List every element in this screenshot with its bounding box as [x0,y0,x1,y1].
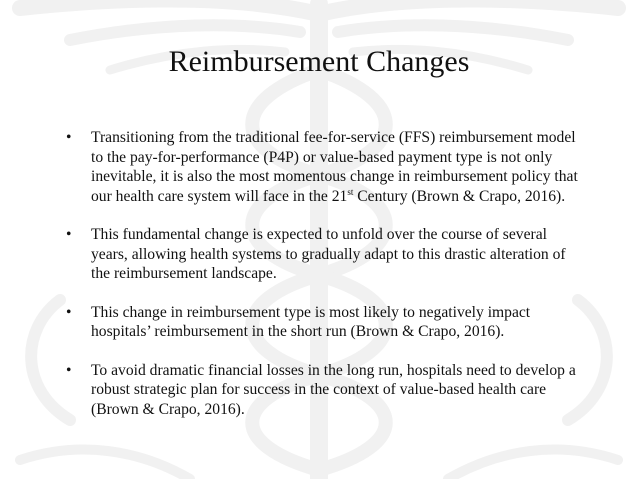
ordinal-superscript: st [347,186,354,197]
bullet-marker: • [66,129,72,146]
bullet-text: This change in reimbursement type is most likely to negatively impact hospitals’ reimbursement in the short run (Brown & Crapo, 2016). [91,303,531,340]
bullet-text: To avoid dramatic financial losses in the long run, hospitals need to develop a robust strategic plan for success in the context of value-based health care (Brown & Crapo, 2016). [91,361,576,418]
bullet-text: This fundamental change is expected to unfold over the course of several years, allowing health systems to gradually adapt to this drastic alteration of the reimbursement landscape. [91,226,566,282]
bullet-text: Transitioning from the traditional fee-for-service (FFS) reimbursement model to the pay-for-performance (P4P) or value-based payment type is not only inevitable, it is also the most momentous change in reimbursement policy that our health care system will face in the 21 [91,129,578,205]
bullet-list [66,128,586,438]
bullet-item [66,225,586,284]
bullet-marker: • [66,361,72,379]
slide-title: Reimbursement Changes [168,45,470,78]
bullet-marker: • [66,303,72,321]
bullet-item [66,128,586,206]
bullet-marker: • [66,226,72,243]
bullet-text-continued: Century (Brown & Crapo, 2016). [353,187,566,205]
bullet-item [66,361,586,420]
bullet-item [66,303,586,342]
